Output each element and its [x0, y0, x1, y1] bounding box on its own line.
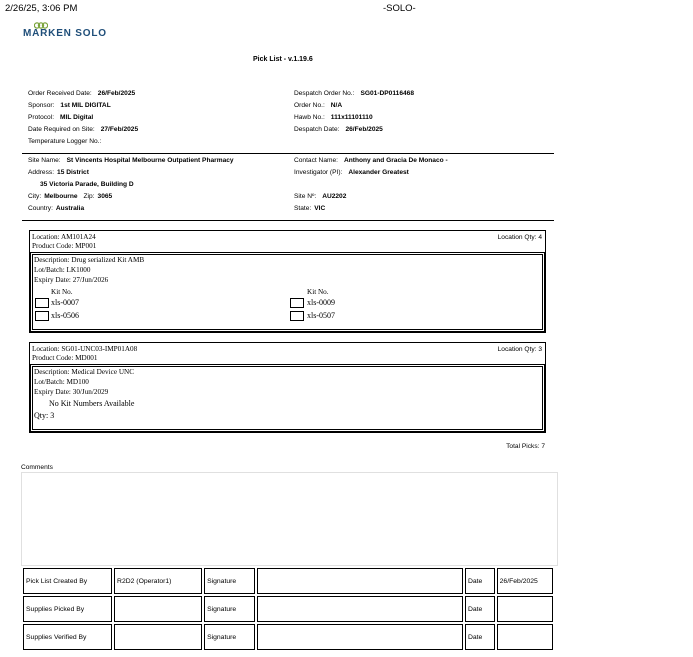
pick-expiry: Expiry Date: 27/Jun/2026 [34, 276, 109, 284]
pick-detail [30, 364, 545, 432]
signoff-role: Pick List Created By [23, 568, 112, 594]
pick-description: Description: Drug serialized Kit AMB [34, 256, 145, 264]
marken-logo [23, 22, 115, 42]
signature-label: Signature [204, 624, 255, 650]
kit-number: xls-0506 [51, 311, 79, 320]
print-page-title: -SOLO- [383, 3, 416, 14]
signoff-name[interactable]: R2D2 (Operator1) [114, 568, 202, 594]
signature-label: Signature [204, 568, 255, 594]
signoff-table [21, 566, 555, 652]
date-field[interactable] [497, 624, 553, 650]
pick-product-code: Product Code: MD001 [32, 354, 98, 362]
kit-number: xls-0009 [307, 298, 335, 307]
investigator: Investigator (PI): Alexander Greatest [294, 169, 409, 176]
no-kit-message: No Kit Numbers Available [49, 399, 135, 408]
signoff-role: Supplies Verified By [23, 624, 112, 650]
kit-number: xls-0507 [307, 311, 335, 320]
pick-expiry: Expiry Date: 30/Jun/2029 [34, 388, 109, 396]
date-label: Date [465, 596, 495, 622]
pick-product-code: Product Code: MP001 [32, 242, 97, 250]
date-required-on-site: Date Required on Site: 27/Feb/2025 [28, 126, 139, 133]
address: Address: 15 District [28, 169, 89, 176]
pick-item-2 [29, 342, 546, 433]
despatch-order-no: Despatch Order No.: SG01-DP0116468 [294, 90, 414, 97]
kit-no-header: Kit No. [51, 288, 73, 296]
pick-location-qty: Location Qty: 3 [497, 346, 542, 353]
kit-checkbox[interactable] [290, 311, 304, 321]
pick-lot: Lot/Batch: LK1000 [34, 266, 91, 274]
contact-name: Contact Name: Anthony and Gracia De Monaco - [294, 157, 448, 164]
despatch-date: Despatch Date: 26/Feb/2025 [294, 126, 383, 133]
total-picks: Total Picks: 7 [506, 443, 545, 450]
date-field[interactable]: 26/Feb/2025 [497, 568, 553, 594]
kit-no-header: Kit No. [307, 288, 329, 296]
kit-checkbox[interactable] [35, 298, 49, 308]
signoff-row [23, 596, 553, 622]
pick-location: Location: AM101A24 [32, 233, 96, 241]
logo-text: MARKEN SOLO [23, 28, 107, 39]
signoff-name[interactable] [114, 624, 202, 650]
city-zip: City: Melbourne Zip: 3065 [28, 193, 113, 200]
hawb-no: Hawb No.: 111x11101110 [294, 114, 373, 121]
pick-description: Description: Medical Device UNC [34, 368, 134, 376]
signature-field[interactable] [257, 596, 463, 622]
sponsor: Sponsor: 1st MIL DIGITAL [28, 102, 111, 109]
site-name: Site Name: St Vincents Hospital Melbourne Outpatient Pharmacy [28, 157, 234, 164]
pick-list-title: Pick List - v.1.19.6 [253, 56, 313, 63]
pick-detail [30, 252, 545, 332]
comments-label: Comments [21, 464, 53, 471]
kit-checkbox[interactable] [290, 298, 304, 308]
signoff-row [23, 568, 553, 594]
comments-box[interactable] [21, 472, 558, 566]
signature-field[interactable] [257, 624, 463, 650]
order-received-date: Order Received Date: 26/Feb/2025 [28, 90, 136, 97]
pick-lot: Lot/Batch: MD100 [34, 378, 89, 386]
pick-item-1 [29, 230, 546, 333]
temperature-logger-no: Temperature Logger No.: [28, 138, 102, 145]
pick-location: Location: SG01-UNC03-IMP01A08 [32, 345, 138, 353]
signoff-row [23, 624, 553, 650]
kit-checkbox[interactable] [35, 311, 49, 321]
date-label: Date [465, 624, 495, 650]
country: Country: Australia [28, 205, 85, 212]
protocol: Protocol: MIL Digital [28, 114, 94, 121]
divider [22, 220, 554, 221]
date-label: Date [465, 568, 495, 594]
print-timestamp: 2/26/25, 3:06 PM [5, 3, 78, 14]
signoff-role: Supplies Picked By [23, 596, 112, 622]
date-field[interactable] [497, 596, 553, 622]
signature-field[interactable] [257, 568, 463, 594]
divider [22, 153, 554, 154]
signoff-name[interactable] [114, 596, 202, 622]
site-number: Site Nº: AU2202 [294, 193, 347, 200]
address-line-2: 35 Victoria Parade, Building D [40, 181, 134, 188]
signature-label: Signature [204, 596, 255, 622]
pick-location-qty: Location Qty: 4 [497, 234, 542, 241]
pick-qty: Qty: 3 [34, 411, 55, 420]
state: State: VIC [294, 205, 326, 212]
kit-number: xls-0007 [51, 298, 79, 307]
order-no: Order No.: N/A [294, 102, 343, 109]
